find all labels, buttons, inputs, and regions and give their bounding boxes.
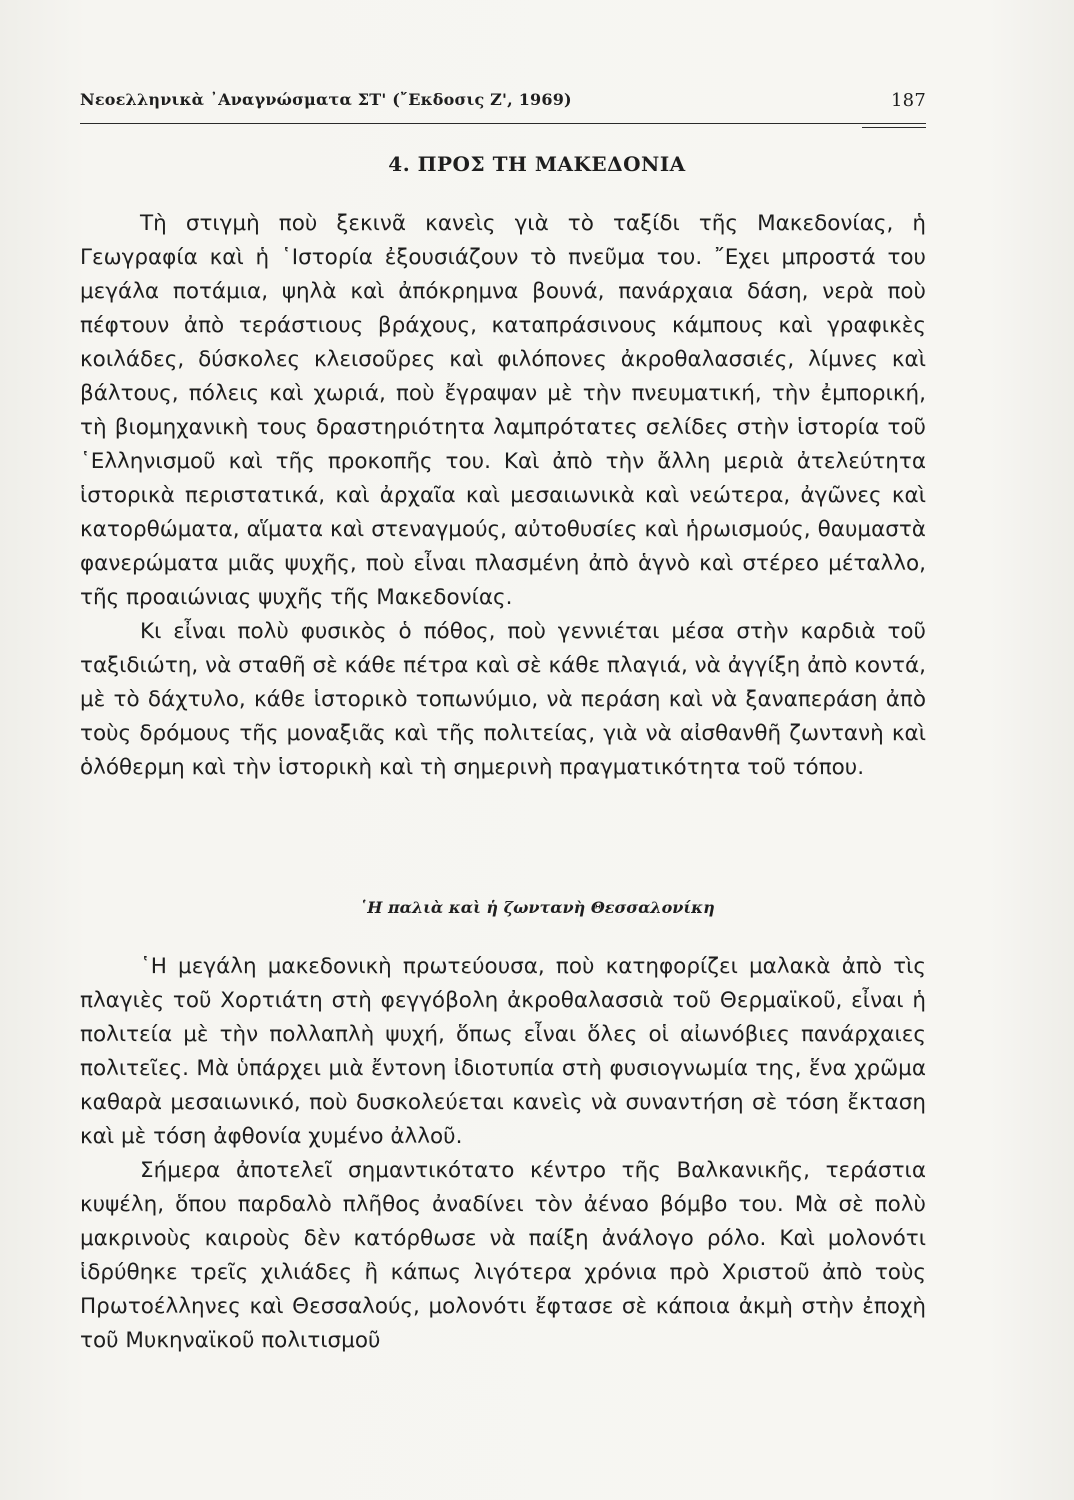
body-paragraph: Τὴ στιγμὴ ποὺ ξεκινᾶ κανεὶς γιὰ τὸ ταξίδι τῆς Μακεδονίας, ἡ Γεωγραφία καὶ ἡ ῾Ιστορία ἐξουσιάζουν τὸ πνεῦμα του. ῎Εχει μπροστά του μεγάλα ποτάμια, ψηλὰ καὶ ἀπόκρημνα βουνά, πανάρχαια δάση, νερὰ ποὺ πέφτουν ἀπὸ τεράστιους βράχους, καταπράσινους κάμπους καὶ γραφικὲς κοιλάδες, δύσκολες κλεισοῦρες καὶ φιλόπονες ἀκροθαλασσιές, λίμνες καὶ βάλτους, πόλεις καὶ χωριά, ποὺ ἔγραψαν μὲ τὴν πνευματική, τὴν ἐμπορική, τὴ βιομηχανικὴ τους δραστηριότητα λαμπρότατες σελίδες στὴν ἱστορία τοῦ ῾Ελληνισμοῦ καὶ τῆς προκοπῆς του. Καὶ ἀπὸ τὴν ἄλλη μεριὰ ἀτελεύτητα ἱστορικὰ περιστατικά, καὶ ἀρχαῖα καὶ μεσαιωνικὰ καὶ νεώτερα, ἀγῶνες καὶ κατορθώματα, αἵματα καὶ στεναγμούς, αὐτοθυσίες καὶ ἡρωισμούς, θαυμαστὰ φανερώματα μιᾶς ψυχῆς, ποὺ εἶναι πλασμένη ἀπὸ ἁγνὸ καὶ στέρεο μέταλλο, τῆς προαιώνιας ψυχῆς τῆς Μακεδονίας. [80,211,926,610]
header-rule [80,123,926,124]
running-title: Νεοελληνικὰ ᾿Αναγνώσματα ΣΤ' (῎Εκδοσις Ζ', 1969) [80,90,572,109]
section-paragraph: Σήμερα ἀποτελεῖ σημαντικότατο κέντρο τῆς Βαλκανικῆς, τεράστια κυψέλη, ὅπου παρδαλὸ πλῆθος ἀναδίνει τὸν ἀέναο βόμβο του. Μὰ σὲ πολὺ μακρινοὺς καιροὺς δὲν κατόρθωσε νὰ παίξη ἀνάλογο ρόλο. Καὶ μολονότι ἱδρύθηκε τρεῖς χιλιάδες ἢ κάπως λιγότερα χρόνια πρὸ Χριστοῦ ἀπὸ τοὺς Πρωτοέλληνες καὶ Θεσσαλούς, μολονότι ἔφτασε σὲ κάποια ἀκμὴ στὴν ἐποχὴ τοῦ Μυκηναϊκοῦ πολιτισμοῦ [80,1158,926,1353]
page-number: 187 [891,90,926,111]
section-paragraph: ῾Η μεγάλη μακεδονικὴ πρωτεύουσα, ποὺ κατηφορίζει μαλακὰ ἀπὸ τὶς πλαγιὲς τοῦ Χορτιάτη στὴ φεγγόβολη ἀκροθαλασσιὰ τοῦ Θερμαϊκοῦ, εἶναι ἡ πολιτεία μὲ τὴν πολλαπλὴ ψυχή, ὅπως εἶναι ὅλες οἱ αἰωνόβιες πανάρχαιες πολιτεῖες. Μὰ ὑπάρχει μιὰ ἔντονη ἰδιοτυπία στὴ φυσιογνωμία της, ἕνα χρῶμα καθαρὰ μεσαιωνικό, ποὺ δυσκολεύεται κανεὶς νὰ συναντήση σὲ τόση ἔκταση καὶ μὲ τόση ἀφθονία χυμένο ἀλλοῦ. [80,954,926,1149]
page-number-underline [862,127,926,128]
body-paragraph: Κι εἶναι πολὺ φυσικὸς ὁ πόθος, ποὺ γεννιέται μέσα στὴν καρδιὰ τοῦ ταξιδιώτη, νὰ σταθῆ σὲ κάθε πέτρα καὶ σὲ κάθε πλαγιά, νὰ ἀγγίξη ἀπὸ κοντά, μὲ τὸ δάχτυλο, κάθε ἱστορικὸ τοπωνύμιο, νὰ περάση καὶ νὰ ξαναπεράση ἀπὸ τοὺς δρόμους τῆς μοναξιᾶς καὶ τῆς πολιτείας, γιὰ νὰ αἰσθανθῆ ζωντανὴ καὶ ὁλόθερμη καὶ τὴν ἱστορικὴ καὶ τὴ σημερινὴ πραγματικότητα τοῦ τόπου. [80,619,926,780]
chapter-body [80,207,926,785]
chapter-title: 4. ΠΡΟΣ ΤΗ ΜΑΚΕΔΟΝΙΑ [388,152,686,176]
section-title: ῾Η παλιὰ καὶ ἡ ζωντανὴ Θεσσαλονίκη [359,898,715,917]
section-body [80,950,926,1358]
running-header [80,90,926,120]
